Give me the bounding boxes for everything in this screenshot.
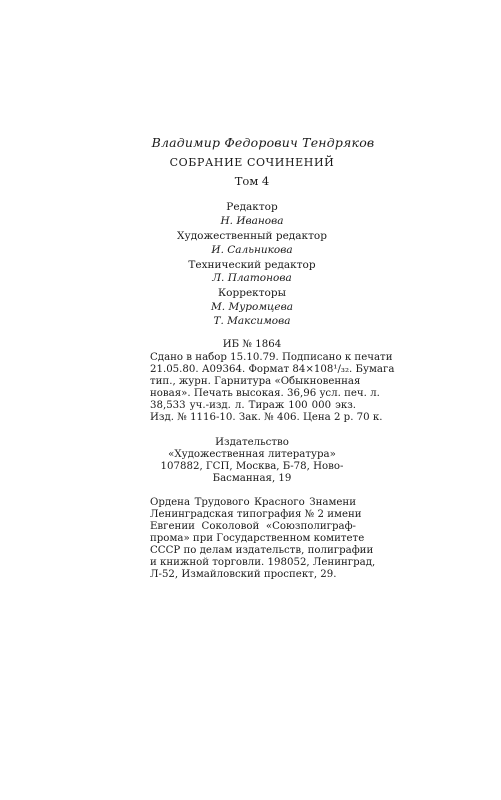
collection-title: СОБРАНИЕ СОЧИНЕНИЙ [169, 156, 335, 169]
imprint-line: 38,533 уч.-изд. л. Тираж 100 000 экз. [150, 400, 356, 411]
printer-line: прома» при Государственном комитете [150, 533, 365, 544]
credit-role-proofreaders: Корректоры [218, 287, 286, 299]
imprint-line: тип., журн. Гарнитура «Обыкновенная [150, 376, 361, 387]
publisher-line: 107882, ГСП, Москва, Б-78, Ново- [160, 461, 344, 472]
printer-line: СССР по делам издательств, полиграфии [150, 545, 374, 556]
credit-role-editor: Редактор [226, 201, 278, 213]
credit-role-tech-editor: Технический редактор [188, 259, 316, 271]
credit-name-proofreader-1: М. Муромцева [211, 301, 293, 313]
credit-name-editor: Н. Иванова [220, 215, 284, 227]
publisher-line: «Художественная литература» [168, 449, 336, 460]
printer-line: Ленинградская типография № 2 имени [150, 509, 362, 520]
imprint-line: Изд. № 1116-10. Зак. № 406. Цена 2 р. 70 к. [150, 412, 383, 423]
imprint-line: новая». Печать высокая. 36,96 усл. печ. л. [150, 388, 380, 399]
ib-number: ИБ № 1864 [222, 339, 282, 350]
printer-line: Ордена Трудового Красного Знамени [150, 497, 356, 508]
volume-number: Том 4 [234, 174, 270, 188]
publisher-line: Басманная, 19 [212, 473, 292, 484]
credit-name-art-editor: И. Сальникова [211, 244, 293, 256]
printer-line: Евгении Соколовой «Союзполиграф- [150, 521, 356, 532]
author-name: Владимир Федорович Тендряков [151, 135, 375, 150]
printer-line: и книжной торговли. 198052, Ленинград, [150, 557, 376, 568]
publisher-line: Издательство [215, 437, 289, 448]
credit-role-art-editor: Художественный редактор [177, 230, 327, 242]
credit-name-tech-editor: Л. Платонова [212, 272, 292, 284]
printer-line-last: Л-52, Измайловский проспект, 29. [150, 569, 337, 580]
imprint-line: 21.05.80. А09364. Формат 84×108¹/₃₂. Бумага [150, 364, 395, 375]
imprint-line: Сдано в набор 15.10.79. Подписано к печати [150, 352, 393, 363]
credit-name-proofreader-2: Т. Максимова [213, 315, 291, 327]
